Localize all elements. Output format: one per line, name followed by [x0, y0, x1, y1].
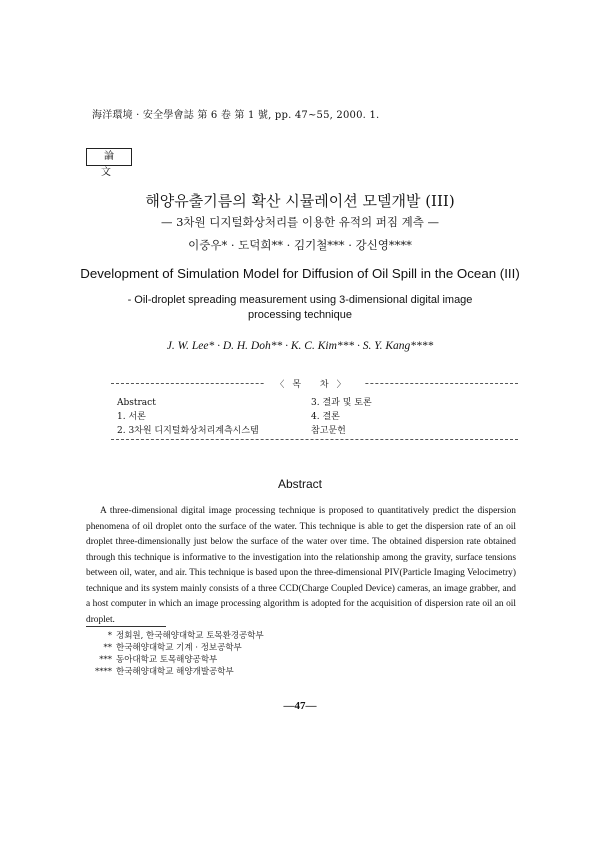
english-subtitle-line-1: - Oil-droplet spreading measurement using 3-dimensional digital image — [127, 294, 473, 306]
table-of-contents — [111, 380, 518, 440]
footnote-divider — [86, 626, 166, 627]
toc-right-column — [311, 396, 372, 438]
article-type-label: 論 文 — [86, 148, 132, 166]
english-title: Development of Simulation Model for Diffusion of Oil Spill in the Ocean (III) — [80, 266, 520, 281]
toc-item: 4. 결론 — [311, 412, 340, 422]
korean-authors: 이중우* · 도덕희** · 김기철*** · 강신영**** — [188, 238, 412, 252]
footnotes — [86, 630, 264, 678]
abstract-body — [86, 504, 516, 628]
footnote-text: 동아대학교 토목해양공학부 — [116, 655, 218, 665]
english-subtitle — [0, 293, 600, 323]
page-number: —47— — [283, 700, 317, 712]
footnote-mark: ** — [103, 643, 112, 653]
english-subtitle-line-2: processing technique — [248, 309, 352, 321]
abstract-paragraph: A three-dimensional digital image processing technique is proposed to quantitatively predict the dispersion phenomena of oil droplet onto the surface of the water. This technique is able to get the dispersion rate of an oil droplet three-dimensionally just below the surface of the water over time. The obtained dispersion rate obtained through this technique is informative to the investigation into the relationship among the gravity, surface tensions between oil, water, and air. This technique is based upon the three-dimensional PIV(Particle Imaging Velocimetry) technique and its system mainly consists of a three CCD(Charge Coupled Device) cameras, an image grabber, and a host computer in which an image processing algorithm is adopted for the acquisition of dispersion rate oil an oil droplet. — [86, 506, 516, 625]
footnote — [86, 642, 264, 654]
footnote-mark: **** — [95, 667, 112, 677]
toc-item: 1. 서론 — [117, 412, 146, 422]
toc-heading: 〈목 차〉 — [265, 380, 363, 390]
footnote — [86, 630, 264, 642]
korean-title: 해양유출기름의 확산 시뮬레이션 모델개발 (III) — [145, 192, 455, 210]
footnote-text: 한국해양대학교 해양개발공학부 — [116, 667, 234, 677]
journal-citation: 海洋環境 · 安全學會誌 第 6 卷 第 1 號, pp. 47~55, 2000. 1. — [92, 110, 380, 121]
footnote-text: 한국해양대학교 기계 · 정보공학부 — [116, 643, 242, 653]
english-authors: J. W. Lee* · D. H. Doh** · K. C. Kim*** · S. Y. Kang**** — [166, 340, 434, 352]
korean-subtitle: — 3차원 디지털화상처리를 이용한 유적의 퍼짐 계측 — — [160, 215, 440, 229]
footnote-text: 정회원, 한국해양대학교 토목환경공학부 — [116, 631, 264, 641]
footnote — [86, 666, 264, 678]
footnote — [86, 654, 264, 666]
toc-item: 3. 결과 및 토론 — [311, 398, 372, 408]
footnote-mark: * — [107, 631, 112, 641]
toc-item: 2. 3차원 디지털화상처리계측시스템 — [117, 426, 259, 436]
toc-left-column — [117, 396, 259, 438]
toc-item: 참고문헌 — [311, 426, 346, 436]
footnote-mark: *** — [99, 655, 112, 665]
abstract-heading: Abstract — [277, 477, 322, 491]
toc-item: Abstract — [117, 398, 156, 408]
